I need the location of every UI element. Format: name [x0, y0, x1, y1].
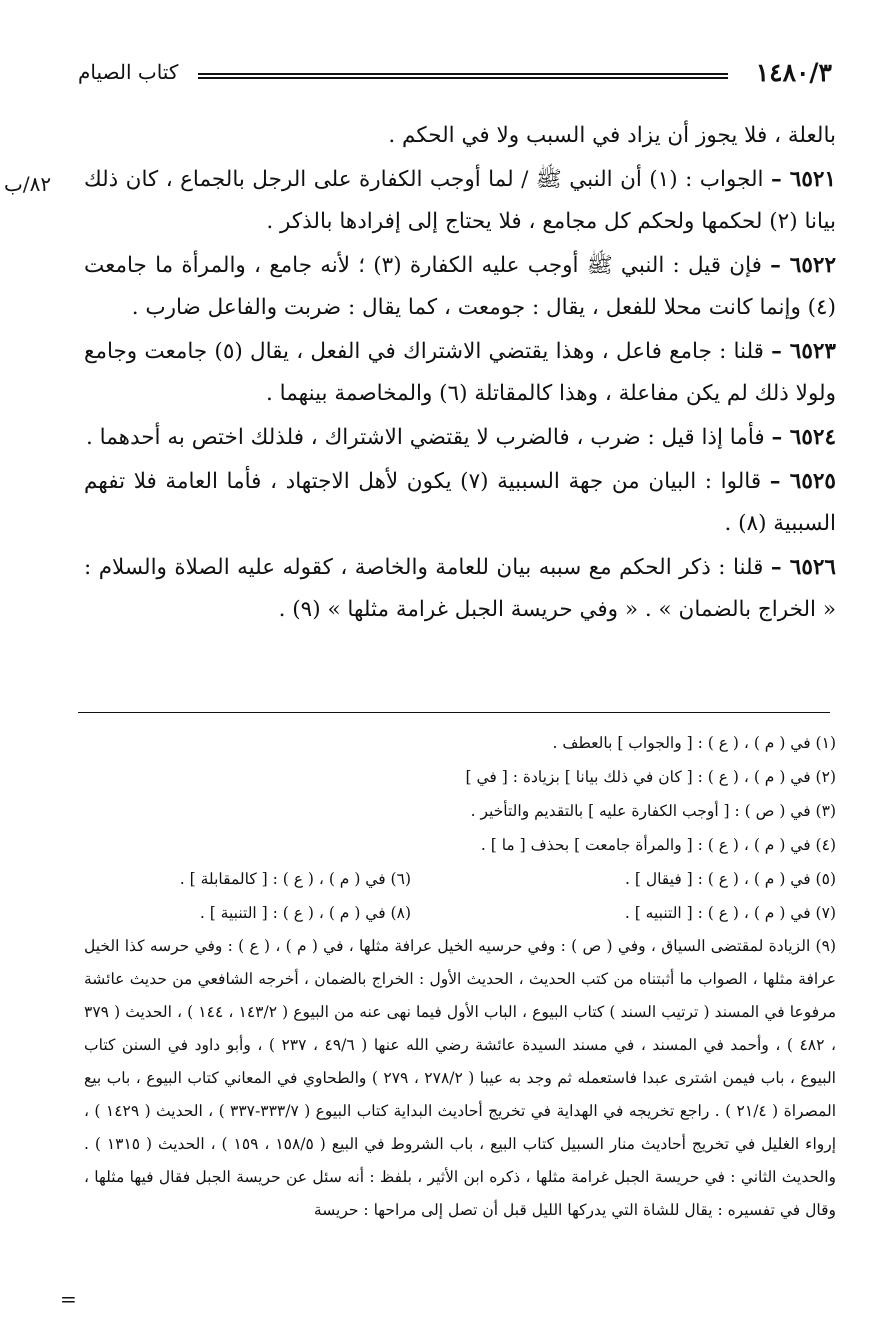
footnote: (٣) في ( ص ) : [ أوجب الكفارة عليه ] بالتقديم والتأخير .: [470, 802, 836, 820]
paragraph-text: بالعلة ، فلا يجوز أن يزاد في السبب ولا في الحكم .: [388, 123, 836, 148]
paragraph-text: فأما إذا قيل : ضرب ، فالضرب لا يقتضي الاشتراك ، فلذلك اختص به أحدهما .: [85, 425, 765, 450]
main-text: [84, 115, 836, 633]
continuation-mark: =: [60, 1287, 77, 1311]
header-rule: [198, 73, 728, 79]
footnote: (٤) في ( م ) ، ( ع ) : [ والمرأة جامعت ] بحذف [ ما ] .: [480, 836, 836, 854]
paragraph: [84, 245, 836, 329]
paragraph-text: قلنا : ذكر الحكم مع سببه بيان للعامة والخاصة ، كقوله عليه الصلاة والسلام : « الخراج بالضمان » . « وفي حريسة الجبل غرامة مثلها » (٩) .: [84, 555, 836, 622]
paragraph-number: ٦٥٢٢ –: [770, 253, 836, 278]
paragraph-number: ٦٥٢٤ –: [771, 425, 836, 450]
paragraph-text: قالوا : البيان من جهة السببية (٧) يكون لأهل الاجتهاد ، فأما العامة فلا تفهم السببية (٨) .: [84, 469, 836, 536]
footnotes: [84, 726, 836, 1227]
footnote: (٦) في ( م ) ، ( ع ) : [ كالمقابلة ] .: [179, 870, 411, 888]
footnote: (٨) في ( م ) ، ( ع ) : [ التنبية ] .: [199, 904, 411, 922]
book-title: كتاب الصيام: [78, 60, 179, 84]
footnote: (٥) في ( م ) ، ( ع ) : [ فيقال ] .: [624, 870, 836, 888]
paragraph: [84, 461, 836, 545]
footnote-long: (٩) الزيادة لمقتضى السياق ، وفي ( ص ) : وفي حرسيه الخيل عرافة مثلها ، في ( م ) ، ( ع ) : وفي حرسه كذا الخيل عرافة مثلها ، الصواب ما أثبتناه من كتب الحديث ، الحديث الأول : الخراج بالضمان ، أخرجه الشافعي من حديث عائشة مرفوعا في المسند ( ترتيب السند ) كتاب البيوع ، الباب الأول فيما نهى عنه من البيوع ( ١٤٣/٢ ، ١٤٤ ) ، الحديث ( ٣٧٩ ، ٤٨٢ ) ، وأحمد في المسند ، في مسند السيدة عائشة رضي الله عنها ( ٤٩/٦ ، ٢٣٧ ) ، وأبو داود في السنن كتاب البيوع ، باب فيمن اشترى عبدا فاستعمله ثم وجد به عيبا ( ٢٧٨/٢ ، ٢٧٩ ) والطحاوي في المعاني كتاب البيوع ، باب بيع المصراة ( ٢١/٤ ) . راجع تخريجه في الهداية في تخريج أحاديث البداية كتاب البيوع ( ٣٣٣/٧-٣٣٧ ) ، الحديث ( ١٤٢٩ ) ، إرواء الغليل في تخريج أحاديث منار السبيل كتاب البيع ، باب الشروط في البيع ( ١٥٨/٥ ، ١٥٩ ) ، الحديث ( ١٣١٥ ) . والحديث الثاني : في حريسة الجبل غرامة مثلها ، ذكره ابن الأثير ، بلفظ : أنه سئل عن حريسة الجبل فقال فيها مثلها ، وقال في تفسيره : يقال للشاة التي يدركها الليل قبل أن تصل إلى مراحها : حريسة: [84, 937, 837, 1219]
paragraph-text: قلنا : جامع فاعل ، وهذا يقتضي الاشتراك في الفعل ، يقال (٥) جامعت وجامع ولولا ذلك لم يكن مفاعلة ، وهذا كالمقاتلة (٦) والمخاصمة بينهما .: [84, 339, 836, 406]
paragraph: [84, 159, 836, 243]
paragraph-text: فإن قيل : النبي ﷺ أوجب عليه الكفارة (٣) ؛ لأنه جامع ، والمرأة ما جامعت (٤) وإنما كانت محلا للفعل ، يقال : جومعت ، كما يقال : ضربت والفاعل ضارب .: [84, 253, 836, 320]
footnote-separator: [78, 712, 830, 713]
paragraph: [84, 417, 836, 459]
paragraph: [84, 115, 836, 157]
paragraph-number: ٦٥٢٣ –: [771, 339, 836, 364]
paragraph-text: الجواب : (١) أن النبي ﷺ / لما أوجب الكفارة على الرجل بالجماع ، كان ذلك بيانا (٢) لحكمها ولحكم كل مجامع ، فلا يحتاج إلى إفرادها بالذكر .: [84, 167, 836, 234]
footnote: (١) في ( م ) ، ( ع ) : [ والجواب ] بالعطف .: [552, 734, 836, 752]
page-header: [78, 58, 832, 92]
paragraph-number: ٦٥٢١ –: [770, 167, 836, 192]
footnote-row: [84, 862, 836, 896]
margin-folio-note: ٨٢/ب: [4, 172, 52, 196]
footnote: (٢) في ( م ) ، ( ع ) : [ كان في ذلك بيانا ] بزيادة : [ في ]: [465, 768, 836, 786]
paragraph: [84, 547, 836, 631]
paragraph-number: ٦٥٢٥ –: [769, 469, 836, 494]
paragraph: [84, 331, 836, 415]
footnote: (٧) في ( م ) ، ( ع ) : [ التنبيه ] .: [624, 904, 836, 922]
page-number: ١٤٨٠/٣: [755, 58, 832, 87]
footnote-row: [84, 896, 836, 930]
paragraph-number: ٦٥٢٦ –: [770, 555, 836, 580]
